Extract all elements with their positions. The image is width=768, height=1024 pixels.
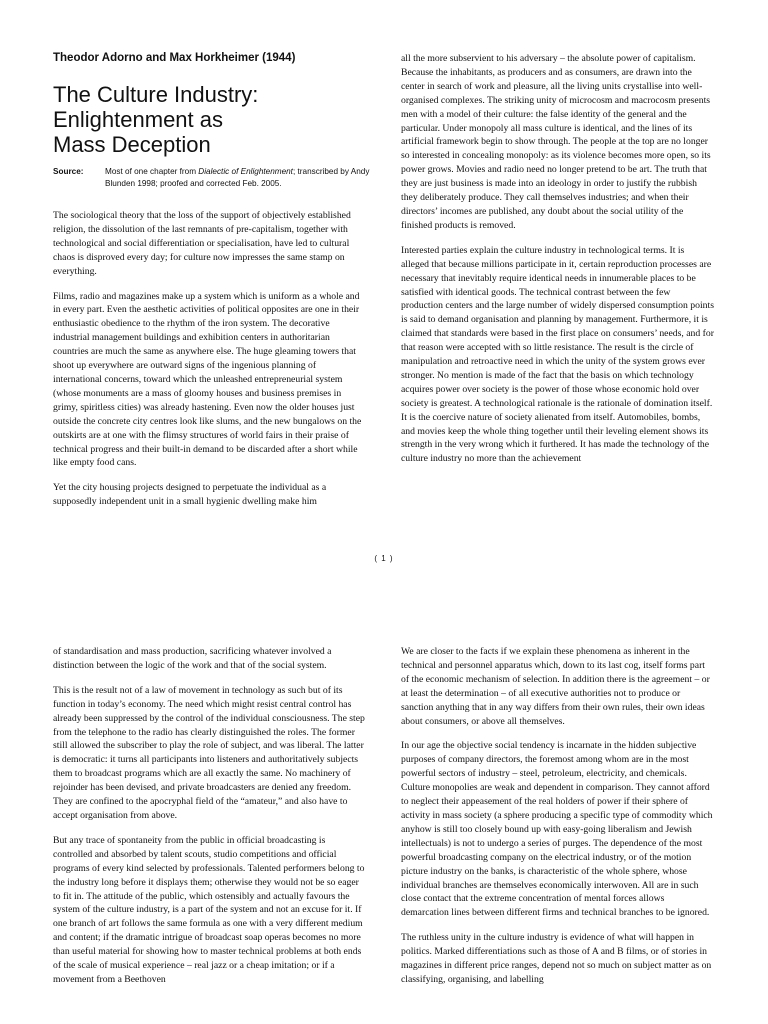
source-text-after: ; transcribed by Andy Blunden 1998; proofed and corrected Feb. 2005. xyxy=(105,167,370,188)
author-line: Theodor Adorno and Max Horkheimer (1944) xyxy=(53,52,296,64)
paragraph: Yet the city housing projects designed to perpetuate the individual as a supposedly independent unit in a small hygienic dwelling make him xyxy=(53,482,327,508)
paragraph: We are closer to the facts if we explain these phenomena as inherent in the technical and personnel apparatus which, down to its last cog, itself forms part of the economic mechanism of selection. In addition there is the agreement – or at least the determination – of all executive authorities not to produce or sanction anything that in any way differs from their own rules, their own ideas about consumers, or above all themselves. xyxy=(401,646,710,727)
source-note xyxy=(53,166,373,190)
paragraph: of standardisation and mass production, sacrificing whatever involved a distinction between the logic of the work and that of the social system. xyxy=(53,646,332,671)
source-label: Source: xyxy=(53,167,84,176)
paragraph: The ruthless unity in the culture industry is evidence of what will happen in politics. Marked differentiations such as those of A and B films, or of stories in magazines in different price ranges, depend not so much on subject matter as on classifying, organising, and labelling xyxy=(401,932,712,985)
source-book-title: Dialectic of Enlightenment xyxy=(198,167,293,176)
page2-right-column xyxy=(401,645,714,998)
title-line-2: Enlightenment as xyxy=(53,107,223,132)
source-text-before: Most of one chapter from xyxy=(105,167,199,176)
page-number: ( 1 ) xyxy=(374,554,394,563)
paragraph: Interested parties explain the culture industry in technological terms. It is alleged that because millions participate in it, certain reproduction processes are necessary that inevitably require identical needs in innumerable places to be satisfied with identical goods. The technical contrast between the few production centers and the large number of widely dispersed consumption points is said to demand organisation and planning by management. Furthermore, it is claimed that standards were based in the first place on consumers’ needs, and for that reason were accepted with so little resistance. The result is the circle of manipulation and retroactive need in which the unity of the system grows ever stronger. No mention is made of the fact that the basis on which technology acquires power over society is the power of those whose economic hold over society is greatest. A technological rationale is the rationale of domination itself. It is the coercive nature of society alienated from itself. Automobiles, bombs, and movies keep the whole thing together until their leveling element shows its strength in the very wrong which it furthered. It has made the technology of the culture industry no more than the achievement xyxy=(401,244,714,465)
paragraph: In our age the objective social tendency is incarnate in the hidden subjective purposes of company directors, the foremost among whom are in the most powerful sectors of industry – steel, petroleum, electricity, and chemicals. Culture monopolies are weak and dependent in comparison. They cannot afford to neglect their appeasement of the real holders of power if their sphere of activity in mass society (a sphere producing a specific type of commodity which anyhow is still too closely bound up with easy-going liberalism and Jewish intellectuals) is not to undergo a series of purges. The dependence of the most powerful broadcasting company on the electrical industry, or of the motion picture industry on the banks, is characteristic of the whole sphere, whose individual branches are themselves economically interwoven. All are in such close contact that the extreme concentration of mental forces allows demarcation lines between different firms and technical branches to be ignored. xyxy=(401,740,713,919)
paragraph: But any trace of spontaneity from the public in official broadcasting is controlled and absorbed by talent scouts, studio competitions and official programs of every kind selected by professionals. Talented performers belong to the industry long before it displays them; otherwise they would not be so eager to fit in. The attitude of the public, which ostensibly and actually favours the system of the culture industry, is a part of the system and not an excuse for it. If one branch of art follows the same formula as one with a very different medium and content; if the dramatic intrigue of broadcast soap operas becomes no more than useful material for showing how to master technical problems at both ends of the scale of musical experience – real jazz or a cheap imitation; or if a movement from a Beethoven xyxy=(53,834,365,985)
title-line-1: The Culture Industry: xyxy=(53,82,259,107)
title-line-3: Mass Deception xyxy=(53,132,211,157)
paragraph: Films, radio and magazines make up a system which is uniform as a whole and in every part. Even the aesthetic activities of political opposites are one in their enthusiastic obedience to the rhythm of the iron system. The decorative industrial management buildings and exhibition centers in authoritarian countries are much the same as anywhere else. The huge gleaming towers that shoot up everywhere are outward signs of the ingenious planning of international concerns, toward which the unleashed entrepreneurial system (whose monuments are a mass of gloomy houses and business premises in grimy, spiritless cities) was already hastening. Even now the older houses just outside the concrete city centres look like slums, and the new bungalows on the outskirts are at one with the flimsy structures of world fairs in their praise of technical progress and their built-in demand to be discarded after a short while like empty food cans. xyxy=(53,290,362,469)
document-title xyxy=(53,82,353,157)
paragraph: The sociological theory that the loss of the support of objectively established religion, the dissolution of the last remnants of pre-capitalism, together with technological and social differentiation or specialisation, have led to cultural chaos is disproved every day; for culture now impresses the same stamp on everything. xyxy=(53,210,351,277)
paragraph: This is the result not of a law of movement in technology as such but of its function in today’s economy. The need which might resist central control has already been suppressed by the control of the individual consciousness. The step from the telephone to the radio has clearly distinguished the roles. The former still allowed the subscriber to play the role of subject, and was liberal. The latter is democratic: it turns all participants into listeners and authoritatively subjects them to broadcast programs which are all exactly the same. No machinery of rejoinder has been devised, and private broadcasters are denied any freedom. They are confined to the apocryphal field of the “amateur,” and also have to accept organisation from above. xyxy=(53,684,365,821)
page2-left-column xyxy=(53,645,366,998)
page1-right-column xyxy=(401,52,714,477)
page-2 xyxy=(0,600,768,1024)
page1-left-column xyxy=(53,209,366,520)
paragraph: all the more subservient to his adversary – the absolute power of capitalism. Because the inhabitants, as producers and as consumers, are drawn into the center in search of work and pleasure, all the living units crystallise into well-organised complexes. The striking unity of microcosm and macrocosm presents men with a model of their culture: the false identity of the general and the particular. Under monopoly all mass culture is identical, and the lines of its artificial framework begin to show through. The people at the top are no longer so interested in concealing monopoly: as its violence becomes more open, so its power grows. Movies and radio need no longer pretend to be art. The truth that they are just business is made into an ideology in order to justify the rubbish they deliberately produce. They call themselves industries; and when their directors’ incomes are published, any doubt about the social utility of the finished products is removed. xyxy=(401,53,711,231)
source-text xyxy=(105,166,370,190)
